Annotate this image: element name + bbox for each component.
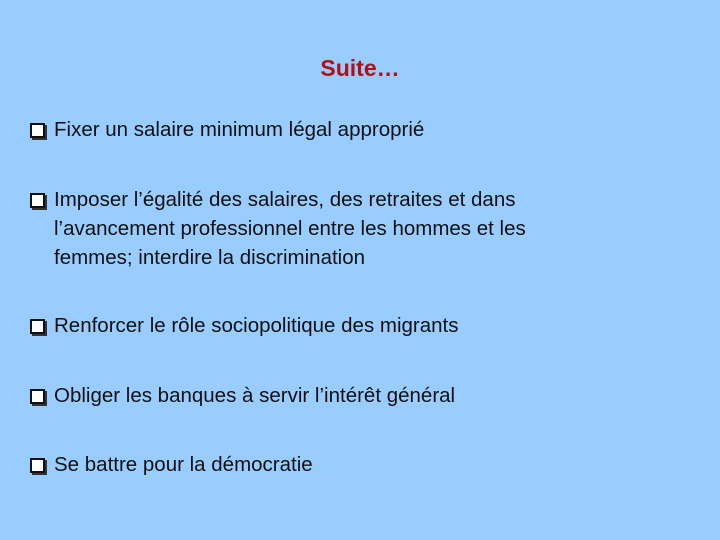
bullet-item (30, 185, 690, 272)
bullet-text: Imposer l’égalité des salaires, des retraites et dans l’avancement professionnel entre les hommes et les femmes; interdire la discrimination (54, 188, 526, 269)
square-bullet-icon (30, 319, 45, 334)
bullet-text: Renforcer le rôle sociopolitique des migrants (54, 314, 459, 337)
bullet-text: Obliger les banques à servir l’intérêt général (54, 384, 456, 407)
bullet-text: Se battre pour la démocratie (54, 453, 313, 476)
square-bullet-icon (30, 458, 45, 473)
square-bullet-icon (30, 193, 45, 208)
bullet-item (30, 450, 690, 479)
square-bullet-icon (30, 123, 45, 138)
slide-title: Suite… (320, 55, 400, 81)
bullet-item (30, 381, 690, 410)
bullet-item (30, 311, 690, 340)
bullet-item (30, 115, 690, 144)
square-bullet-icon (30, 389, 45, 404)
bullet-text: Fixer un salaire minimum légal approprié (54, 118, 425, 141)
